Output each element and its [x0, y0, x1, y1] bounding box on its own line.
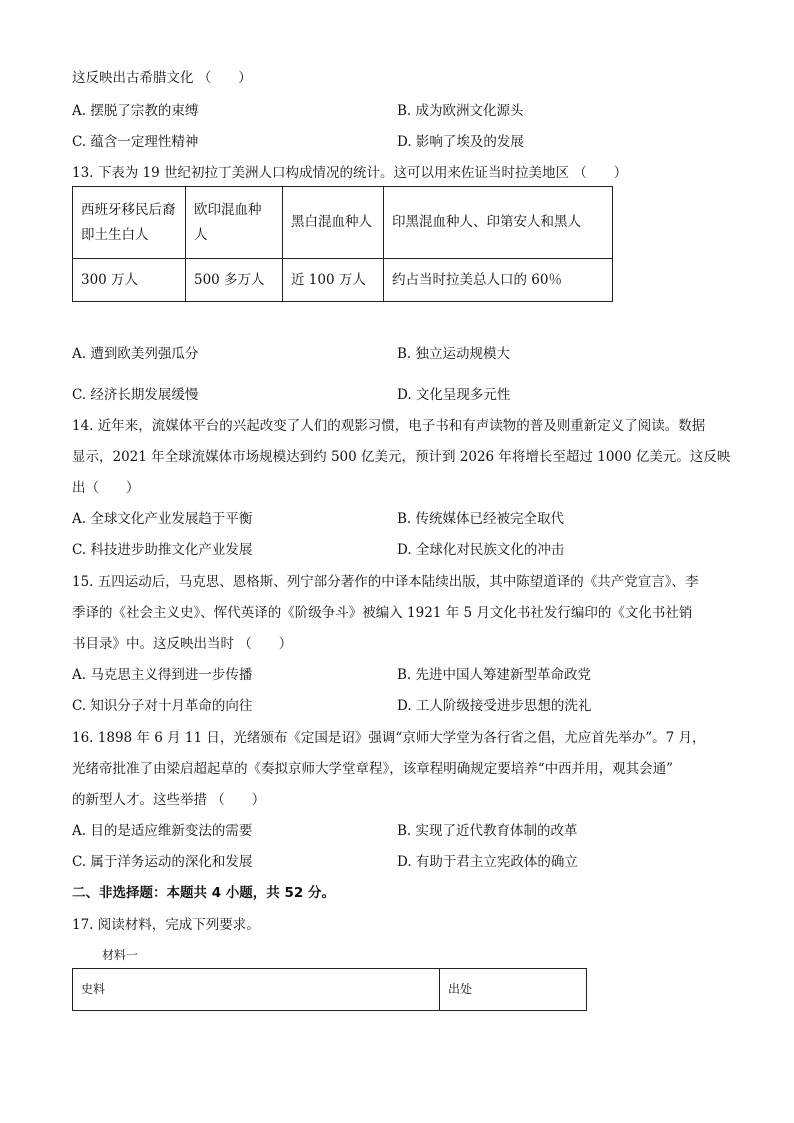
- q13-stem: 13. 下表为 19 世纪初拉丁美洲人口构成情况的统计。这可以用来佐证当时拉美地区 （ ）: [72, 165, 628, 181]
- q16-stem-line1: 16. 1898 年 6 月 11 日，光绪颁布《定国是诏》强调“京师大学堂为各行省之倡，尤应首先举办”。7 月，: [72, 730, 706, 746]
- q15-option-b: B. 先进中国人筹建新型革命政党: [397, 667, 592, 683]
- q14-stem-line3: 出（ ）: [72, 480, 140, 496]
- q16-stem-line3: 的新型人才。这些举措 （ ）: [72, 792, 266, 808]
- q13-option-d: D. 文化呈现多元性: [397, 387, 511, 403]
- q17-source-table: [72, 968, 587, 1011]
- q13-header-mestizos: 欧印混血种人: [186, 187, 283, 259]
- q14-option-b: B. 传统媒体已经被完全取代: [397, 511, 565, 527]
- q16-option-a: A. 目的是适应维新变法的需要: [72, 823, 253, 839]
- q15-option-c: C. 知识分子对十月革命的向往: [72, 698, 253, 714]
- q17-material-label: 材料一: [102, 948, 139, 962]
- q13-option-a: A. 遭到欧美列强瓜分: [72, 346, 199, 362]
- section2-heading: 二、非选择题：本题共 4 小题，共 52 分。: [72, 885, 335, 901]
- q16-option-d: D. 有助于君主立宪政体的确立: [397, 854, 578, 870]
- q12-option-a: A. 摆脱了宗教的束缚: [72, 103, 199, 119]
- q17-header-source-material: 史料: [73, 969, 440, 1011]
- q15-stem-line1: 15. 五四运动后，马克思、恩格斯、列宁部分著作的中译本陆续出版，其中陈望道译的《共产党宣言》、李: [72, 574, 699, 590]
- q17-header-provenance: 出处: [440, 969, 587, 1011]
- q13-cell-mulattoes: 近 100 万人: [283, 259, 384, 302]
- q13-option-c: C. 经济长期发展缓慢: [72, 387, 199, 403]
- q16-stem-line2: 光绪帝批准了由梁启超起草的《奏拟京师大学堂章程》，该章程明确规定要培养“中西并用，观其会通”: [72, 761, 674, 777]
- q16-option-b: B. 实现了近代教育体制的改革: [397, 823, 578, 839]
- q13-cell-creoles: 300 万人: [73, 259, 186, 302]
- q13-cell-mestizos: 500 多万人: [186, 259, 283, 302]
- q15-option-a: A. 马克思主义得到进一步传播: [72, 667, 253, 683]
- q15-stem-line3: 书目录》中。这反映出当时 （ ）: [72, 636, 293, 652]
- q12-option-c: C. 蕴含一定理性精神: [72, 134, 199, 150]
- q13-header-others: 印黑混血种人、印第安人和黑人: [384, 187, 613, 259]
- q13-header-mulattoes: 黑白混血种人: [283, 187, 384, 259]
- q14-option-c: C. 科技进步助推文化产业发展: [72, 542, 253, 558]
- q15-stem-line2: 季译的《社会主义史》、恽代英译的《阶级争斗》被编入 1921 年 5 月文化书社发行编印的《文化书社销: [72, 605, 693, 621]
- q16-option-c: C. 属于洋务运动的深化和发展: [72, 854, 253, 870]
- q14-stem-line1: 14. 近年来，流媒体平台的兴起改变了人们的观影习惯，电子书和有声读物的普及则重新定义了阅读。数据: [72, 418, 706, 434]
- q13-population-table: [72, 186, 613, 302]
- q13-cell-others: 约占当时拉美总人口的 60％: [384, 259, 613, 302]
- q13-option-b: B. 独立运动规模大: [397, 346, 511, 362]
- q13-header-creoles: 西班牙移民后裔即土生白人: [73, 187, 186, 259]
- q12-option-d: D. 影响了埃及的发展: [397, 134, 524, 150]
- q14-stem-line2: 显示，2021 年全球流媒体市场规模达到约 500 亿美元，预计到 2026 年将增长至超过 1000 亿美元。这反映: [72, 449, 731, 465]
- q17-stem: 17. 阅读材料，完成下列要求。: [72, 917, 260, 933]
- q14-option-d: D. 全球化对民族文化的冲击: [397, 542, 565, 558]
- q12-stem-end: 这反映出古希腊文化 （ ）: [72, 70, 252, 86]
- q15-option-d: D. 工人阶级接受进步思想的洗礼: [397, 698, 592, 714]
- q12-option-b: B. 成为欧洲文化源头: [397, 103, 524, 119]
- q14-option-a: A. 全球文化产业发展趋于平衡: [72, 511, 253, 527]
